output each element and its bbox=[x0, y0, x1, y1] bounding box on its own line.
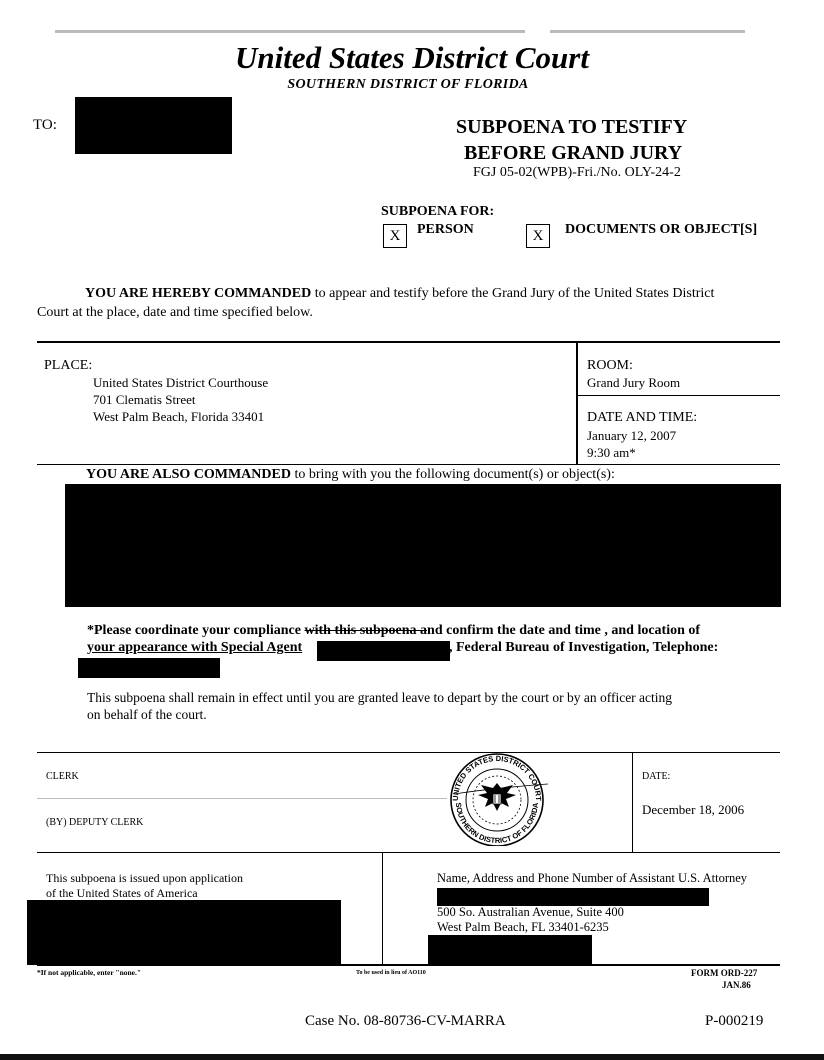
person-checkbox: X bbox=[383, 224, 407, 248]
date-issued-value: December 18, 2006 bbox=[642, 802, 745, 817]
title-line1: SUBPOENA TO TESTIFY bbox=[456, 116, 688, 138]
signature-top-border bbox=[37, 752, 780, 753]
bates-number: P-000219 bbox=[705, 1013, 764, 1029]
case-reference: FGJ 05-02(WPB)-Fri./No. OLY-24-2 bbox=[473, 165, 681, 180]
scan-edge bbox=[0, 1054, 824, 1060]
effect-notice-line1: This subpoena shall remain in effect until you are granted leave to depart by the court or by an officer acting bbox=[87, 690, 673, 705]
effect-notice-line2: on behalf of the court. bbox=[87, 707, 207, 722]
case-number: Case No. 08-80736-CV-MARRA bbox=[305, 1013, 506, 1029]
issued-line1: This subpoena is issued upon application bbox=[46, 871, 243, 885]
attorney-address1: 500 So. Australian Avenue, Suite 400 bbox=[437, 905, 624, 919]
form-date: JAN.86 bbox=[722, 980, 751, 990]
issued-divider bbox=[382, 853, 383, 965]
title-line2: BEFORE GRAND JURY bbox=[464, 142, 683, 164]
redaction-agent-name bbox=[317, 641, 450, 661]
compliance-text-a: *Please coordinate your compliance bbox=[87, 623, 305, 638]
footer-note-center: To be used in lieu of AO110 bbox=[356, 970, 426, 976]
documents-label: DOCUMENTS OR OBJECT[S] bbox=[565, 222, 758, 237]
subpoena-for-label: SUBPOENA FOR: bbox=[381, 204, 495, 219]
room-value: Grand Jury Room bbox=[587, 375, 681, 390]
signature-bottom-border bbox=[37, 852, 780, 853]
footer-note-left: *If not applicable, enter "none." bbox=[37, 968, 142, 977]
table-divider bbox=[576, 341, 578, 465]
clerk-rule bbox=[37, 798, 447, 799]
table-bottom-border bbox=[37, 464, 780, 465]
command-line2: Court at the place, date and time specified below. bbox=[37, 305, 313, 320]
documents-checkbox: X bbox=[526, 224, 550, 248]
svg-text:SOUTHERN DISTRICT OF FLORIDA: SOUTHERN DISTRICT OF FLORIDA bbox=[453, 802, 541, 846]
redaction-issuer bbox=[27, 900, 341, 965]
to-label: TO: bbox=[33, 117, 57, 133]
date-label: DATE: bbox=[642, 771, 671, 782]
court-seal bbox=[444, 750, 550, 846]
top-rule bbox=[55, 30, 525, 33]
place-label: PLACE: bbox=[44, 358, 93, 373]
compliance-text-b: nd confirm the date and time , and location of bbox=[427, 623, 701, 638]
court-name: United States District Court bbox=[235, 40, 589, 75]
compliance-line2b: , Federal Bureau of Investigation, Telephone: bbox=[449, 640, 719, 655]
redaction-telephone bbox=[78, 658, 220, 678]
redaction-documents bbox=[65, 484, 781, 607]
compliance-strike: with this subpoena a bbox=[304, 623, 428, 638]
deputy-clerk-label: (BY) DEPUTY CLERK bbox=[46, 817, 144, 828]
command-lead: YOU ARE HEREBY COMMANDED bbox=[85, 286, 312, 301]
place-line3: West Palm Beach, Florida 33401 bbox=[93, 409, 265, 424]
redaction-recipient bbox=[75, 97, 232, 154]
date-time-label: DATE AND TIME: bbox=[587, 410, 698, 425]
compliance-line2a: your appearance with Special Agent bbox=[87, 640, 303, 655]
compliance-line1 bbox=[87, 623, 700, 639]
attorney-label: Name, Address and Phone Number of Assistant U.S. Attorney bbox=[437, 871, 748, 885]
also-commanded-text: to bring with you the following document(s) or object(s): bbox=[290, 467, 615, 482]
svg-text:UNITED STATES DISTRICT COURT: UNITED STATES DISTRICT COURT bbox=[450, 753, 544, 802]
command-text: to appear and testify before the Grand Jury of the United States District bbox=[311, 286, 715, 301]
attorney-address2: West Palm Beach, FL 33401-6235 bbox=[437, 920, 609, 934]
redaction-attorney-name bbox=[437, 888, 709, 906]
time-value: 9:30 am* bbox=[587, 445, 636, 460]
person-label: PERSON bbox=[417, 222, 474, 237]
redaction-attorney-phone bbox=[428, 935, 592, 965]
also-commanded bbox=[86, 467, 615, 483]
room-label: ROOM: bbox=[587, 358, 633, 373]
also-commanded-lead: YOU ARE ALSO COMMANDED bbox=[86, 467, 291, 482]
command-line1 bbox=[37, 286, 797, 302]
top-rule bbox=[550, 30, 745, 33]
signature-divider bbox=[632, 752, 633, 852]
place-line1: United States District Courthouse bbox=[93, 375, 269, 390]
table-top-border bbox=[37, 341, 780, 343]
date-value: January 12, 2007 bbox=[587, 428, 677, 443]
district-name: SOUTHERN DISTRICT OF FLORIDA bbox=[287, 77, 529, 92]
room-date-divider bbox=[578, 395, 780, 396]
clerk-label: CLERK bbox=[46, 771, 79, 782]
place-line2: 701 Clematis Street bbox=[93, 392, 196, 407]
form-number: FORM ORD-227 bbox=[691, 968, 758, 978]
issued-line2: of the United States of America bbox=[46, 886, 198, 900]
